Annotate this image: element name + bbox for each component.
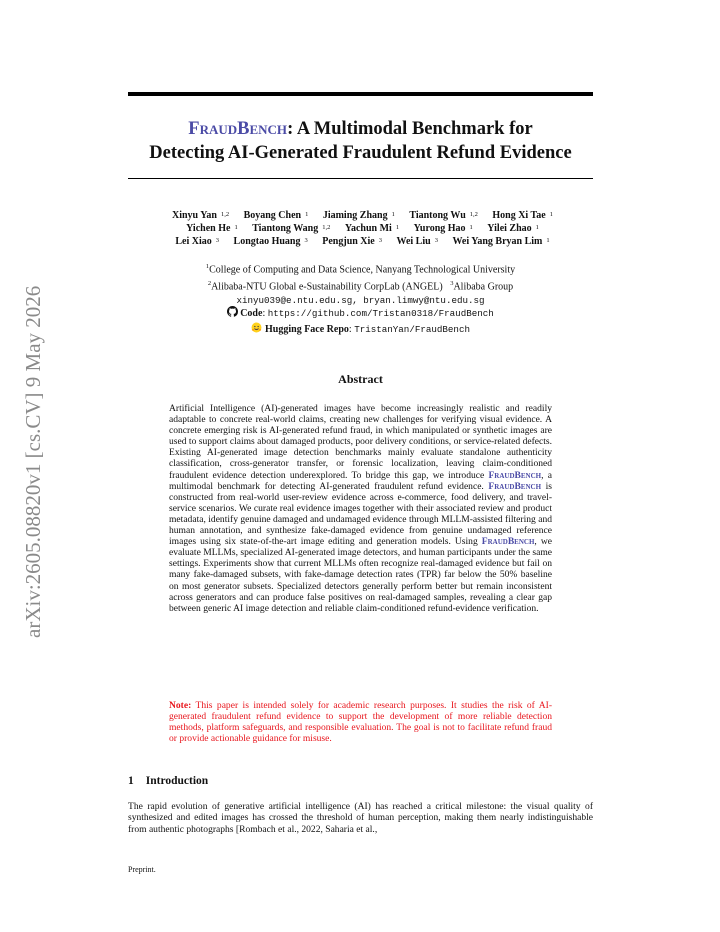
author: Tiantong Wang $^{1,2}$: [252, 223, 331, 234]
code-url-link[interactable]: https://github.com/Tristan0318/FraudBench: [267, 308, 494, 319]
author-emails: xinyu039@e.ntu.edu.sg, bryan.limwy@ntu.edu.sg: [236, 294, 485, 306]
affiliations: [128, 260, 593, 307]
title-top-rule: [128, 92, 593, 96]
author-list: [128, 209, 593, 248]
hugging-face-label: Hugging Face Repo: [265, 324, 349, 335]
affiliation-2-3: $^2$Alibaba-NTU Global e-Sustainability CorpLab (ANGEL) $^3$Alibaba Group: [207, 279, 514, 293]
note-label: Note:: [169, 700, 192, 711]
introduction-heading: [128, 775, 208, 787]
author: Lei Xiao $^3$: [175, 236, 220, 247]
section-number: 1: [128, 775, 134, 787]
author: Wei Yang Bryan Lim $^1$: [452, 236, 550, 247]
arxiv-identifier-text: arXiv:2605.08820v1 [cs.CV] 9 May 2026: [21, 285, 45, 638]
resource-links: [128, 306, 593, 338]
affiliation-1: $^1$College of Computing and Data Science, Nanyang Technological University: [205, 263, 516, 276]
abstract-body: Artificial Intelligence (AI)-generated images have become increasingly realistic and readily adaptable to concrete real-world claims, creating new challenges for verifying visual evidence. A concrete emerging risk is AI-generated refund fraud, in which manipulated or synthetic images are used to support claims about damaged products, poor delivery conditions, or service-related defects. Existing AI-generated image detection benchmarks mainly evaluate standalone authenticity classification, cross-generator transfer, or forensic localization, leaving claim-conditioned fraudulent evidence detection underexplored. To bridge this gap, we introduce FraudBench, a multimodal benchmark for detecting AI-generated fraudulent refund evidence. FraudBench is constructed from real-world user-review evidence across e-commerce, food delivery, and travel-service scenarios. We curate real evidence images together with their associated review and product metadata, identify genuine damaged and undamaged evidence through MLLM-assisted filtering and human annotation, and synthesize fake-damaged evidence from genuine undamaged reference images using six state-of-the-art image editing and generation models. Using FraudBench, we evaluate MLLMs, specialized AI-generated image detectors, and human participants under the same settings. Experiments show that current MLLMs often recognize real-damaged evidence but fail on many fake-damaged subsets, with fake-damage detection rates (TPR) far below the 50% baseline on most generator subsets. Specialized detectors generally perform better but remain inconsistent across generators and can produce false positives on real-damaged samples, revealing a clear gap between generic AI image detection and reliable claim-conditioned refund-evidence verification.: [169, 403, 552, 614]
benchmark-name-inline: FraudBench: [488, 480, 542, 492]
author-line: [128, 222, 593, 235]
title-bottom-rule: [128, 178, 593, 179]
author: Jiaming Zhang $^1$: [322, 210, 395, 221]
code-link-row: Code: https://github.com/Tristan0318/FraudBench: [128, 306, 593, 322]
ethics-note: [169, 700, 552, 744]
benchmark-name-inline: FraudBench: [481, 536, 535, 548]
abstract-heading: Abstract: [338, 372, 383, 386]
author: Hong Xi Tae $^1$: [492, 210, 553, 221]
author: Tiantong Wu $^{1,2}$: [409, 210, 478, 221]
author: Yilei Zhao $^1$: [487, 223, 539, 234]
hugging-face-icon: [251, 322, 262, 333]
author: Wei Liu $^3$: [396, 236, 438, 247]
author: Boyang Chen $^1$: [243, 210, 309, 221]
section-title: Introduction: [145, 775, 209, 787]
arxiv-identifier-svg: [8, 260, 52, 640]
title-line1-rest: : A Multimodal Benchmark for: [287, 119, 533, 139]
author: Yurong Hao $^1$: [413, 223, 473, 234]
author: Xinyu Yan $^{1,2}$: [172, 210, 230, 221]
arxiv-identifier: [8, 260, 52, 640]
author: Pengjun Xie $^3$: [322, 236, 382, 247]
title-line2: Detecting AI-Generated Fraudulent Refund Evidence: [149, 143, 572, 163]
author-line: [128, 209, 593, 222]
title-benchmark-name: FraudBench: [188, 119, 288, 139]
note-text: This paper is intended solely for academic research purposes. It studies the risk of AI-generated fraudulent refund evidence to support the development of more reliable detection methods, platform safeguards, and responsible evaluation. The goal is not to facilitate refund fraud or provide actionable guidance for misuse.: [169, 700, 552, 745]
preprint-footer: Preprint.: [128, 865, 156, 874]
introduction-paragraph: The rapid evolution of generative artificial intelligence (AI) has reached a critical milestone: the visual quality of synthesized and edited images has crossed the threshold of human perception, making them nearly indistinguishable from authentic photographs [Rombach et al., 2022, Saharia et al.,: [128, 801, 593, 835]
author: Yichen He $^1$: [186, 223, 238, 234]
github-icon: [227, 306, 238, 317]
author-line: [128, 235, 593, 248]
author: Yachun Mi $^1$: [344, 223, 400, 234]
author: Longtao Huang $^3$: [233, 236, 308, 247]
hugging-face-row: Hugging Face Repo: TristanYan/FraudBench: [128, 322, 593, 338]
paper-title: [128, 117, 593, 165]
code-label: Code: [240, 308, 263, 319]
hugging-face-repo-link[interactable]: TristanYan/FraudBench: [354, 324, 470, 335]
benchmark-name-inline: FraudBench: [488, 469, 542, 481]
